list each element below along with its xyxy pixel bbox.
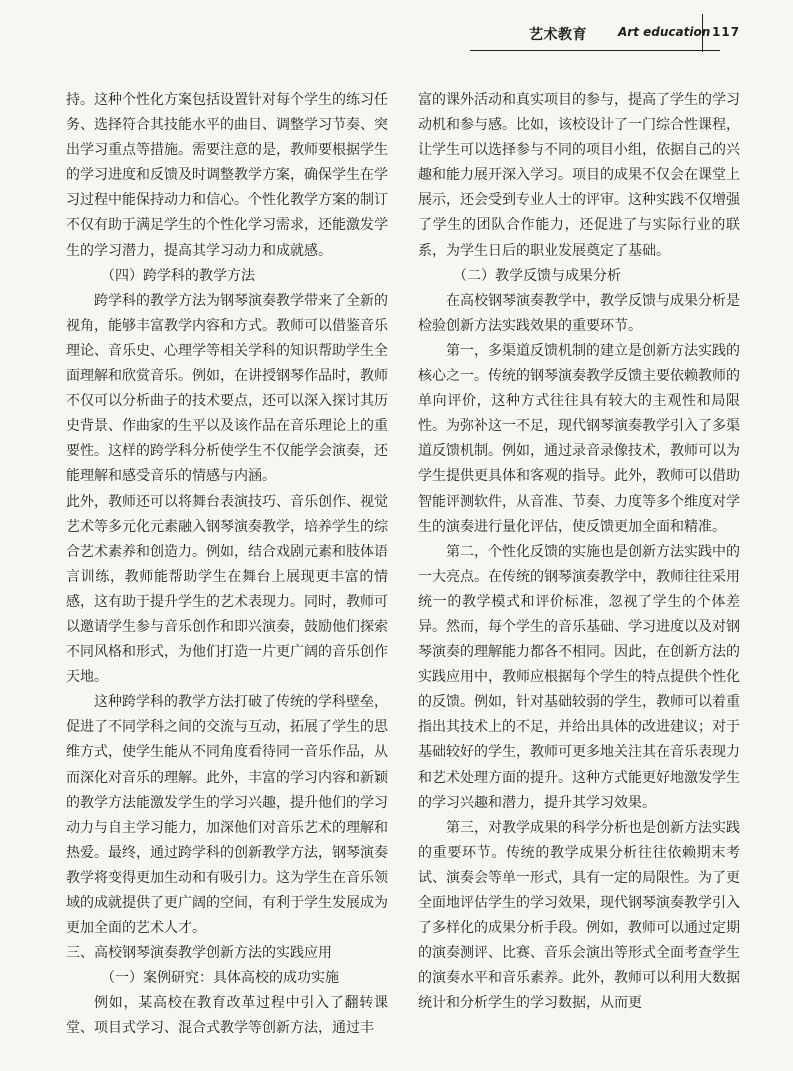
paragraph-continuation: 持。这种个性化方案包括设置针对每个学生的练习任务、选择符合其技能水平的曲目、调整学习节奏、突出学习重点等措施。需要注意的是，教师要根据学生的学习进度和反馈及时调整教学方案，确保学生在学习过程中能保持动力和信心。个性化教学方案的制订不仅有助于满足学生的个性化学习需求，还能激发学生的学习潜力，提高其学习动力和成就感。 (66, 92, 388, 259)
paragraph: 第三，对教学成果的科学分析也是创新方法实践的重要环节。传统的教学成果分析往往依赖期末考试、演奏会等单一形式，具有一定的局限性。为了更全面地评估学生的学习效果，现代钢琴演奏教学引入了多样化的成果分析手段。例如，教师可以通过定期的演奏测评、比赛、音乐会演出等形式全面考查学生的演奏水平和音乐素养。此外，教师可以利用大数据统计和分析学生的学习数据，从而更 (418, 819, 740, 1012)
page-number: 117 (712, 25, 741, 39)
paragraph: 这种跨学科的教学方法打破了传统的学科壁垒，促进了不同学科之间的交流与互动，拓展了学生的思维方式，使学生能从不同角度看待同一音乐作品，从而深化对音乐的理解。此外，丰富的学习内容和新颖的教学方法能激发学生的学习兴趣，提升他们的学习动力与自主学习能力，加深他们对音乐艺术的理解和热爱。最终，通过跨学科的创新教学方法，钢琴演奏教学将变得更加生动和有吸引力。这为学生在音乐领域的成就提供了更广阔的空间，有利于学生发展成为更加全面的艺术人才。 (66, 694, 388, 937)
paragraph: 第二，个性化反馈的实施也是创新方法实践中的一大亮点。在传统的钢琴演奏教学中，教师往往采用统一的教学模式和评价标准，忽视了学生的个体差异。然而，每个学生的音乐基础、学习进度以及对钢琴演奏的理解能力都各不相同。因此，在创新方法的实践应用中，教师应根据每个学生的特点提供个性化的反馈。例如，针对基础较弱的学生，教师可以着重指出其技术上的不足，并给出具体的改进建议；对于基础较好的学生，教师可更多地关注其在音乐表现力和艺术处理方面的提升。这种方式能更好地激发学生的学习兴趣和潜力，提升其学习效果。 (418, 543, 740, 811)
journal-title: 艺术教育 (529, 27, 587, 43)
left-column (66, 88, 388, 1042)
subsection-heading: （四）跨学科的教学方法 (101, 267, 255, 284)
right-column (418, 88, 740, 1016)
paragraph: 在高校钢琴演奏教学中，教学反馈与成果分析是检验创新方法实践效果的重要环节。 (418, 292, 740, 334)
paragraph-continuation: 此外，教师还可以将舞台表演技巧、音乐创作、视觉艺术等多元化元素融入钢琴演奏教学，培养学生的综合艺术素养和创造力。例如，结合戏剧元素和肢体语言训练，教师能帮助学生在舞台上展现更丰富的情感，这有助于提升学生的艺术表现力。同时，教师可以邀请学生参与音乐创作和即兴演奏，鼓励他们探索不同风格和形式，为他们打造一片更广阔的音乐创作天地。 (66, 493, 388, 686)
paragraph: 第一，多渠道反馈机制的建立是创新方法实践的核心之一。传统的钢琴演奏教学反馈主要依赖教师的单向评价，这种方式往往具有较大的主观性和局限性。为弥补这一不足，现代钢琴演奏教学引入了多渠道反馈机制。例如，通过录音录像技术，教师可以为学生提供更具体和客观的指导。此外，教师可以借助智能评测软件，从音准、节奏、力度等多个维度对学生的演奏进行量化评估，使反馈更加全面和精准。 (418, 342, 740, 535)
subsection-heading: （一）案例研究：具体高校的成功实施 (101, 970, 339, 987)
section-heading: 三、高校钢琴演奏教学创新方法的实践应用 (66, 945, 332, 962)
paragraph: 跨学科的教学方法为钢琴演奏教学带来了全新的视角，能够丰富教学内容和方式。教师可以借鉴音乐理论、音乐史、心理学等相关学科的知识帮助学生全面理解和欣赏音乐。例如，在讲授钢琴作品时，教师不仅可以分析曲子的技术要点，还可以深入探讨其历史背景、作曲家的生平以及该作品在音乐理论上的重要性。这样的跨学科分析使学生不仅能学会演奏，还能理解和感受音乐的情感与内涵。 (66, 292, 388, 485)
paragraph: 例如，某高校在教育改革过程中引入了翻转课堂、项目式学习、混合式教学等创新方法，通过丰 (66, 995, 388, 1037)
header-separator (702, 14, 703, 52)
page-header (0, 0, 793, 62)
paragraph-continuation: 富的课外活动和真实项目的参与，提高了学生的学习动机和参与感。比如，该校设计了一门综合性课程，让学生可以选择参与不同的项目小组，依据自己的兴趣和能力展开深入学习。项目的成果不仅会在课堂上展示，还会受到专业人士的评审。这种实践不仅增强了学生的团队合作能力，还促进了与实际行业的联系，为学生日后的职业发展奠定了基础。 (418, 92, 740, 259)
journal-title-english: Art education (618, 25, 711, 39)
header-rule (470, 50, 720, 51)
subsection-heading: （二）教学反馈与成果分析 (453, 267, 621, 284)
